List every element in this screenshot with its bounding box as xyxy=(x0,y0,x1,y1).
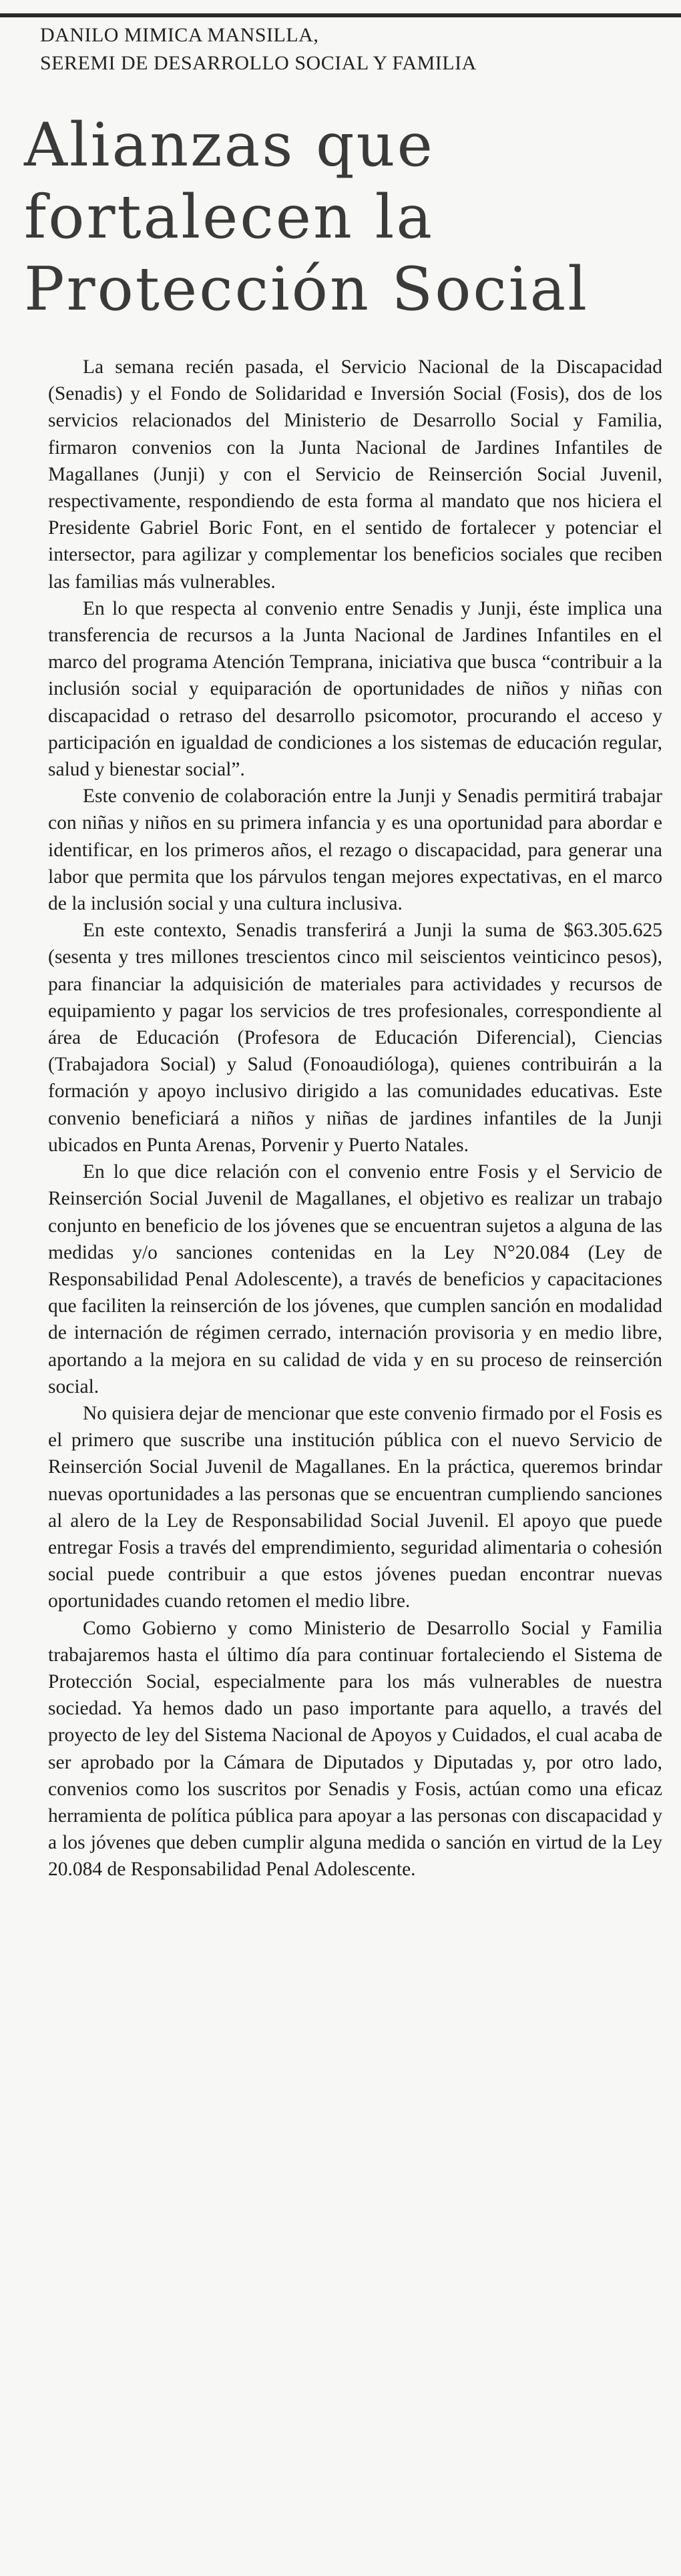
author-name: DANILO MIMICA MANSILLA, xyxy=(40,24,319,46)
paragraph: La semana recién pasada, el Servicio Nacional de la Discapacidad (Senadis) y el Fondo de Solidaridad e Inversión Social (Fosis), dos de los servicios relacionados del Ministerio de Desarrollo Social y Familia, firmaron convenios con la Junta Nacional de Jardines Infantiles de Magallanes (Junji) y con el Servicio de Reinserción Social Juvenil, respectivamente, respondiendo de esta forma al mandato que nos hiciera el Presidente Gabriel Boric Font, en el sentido de fortalecer y potenciar el intersector, para agilizar y complementar los beneficios sociales que reciben las familias más vulnerables. xyxy=(48,356,662,593)
headline-line-3: Protección Social xyxy=(24,254,590,324)
paragraph: No quisiera dejar de mencionar que este convenio firmado por el Fosis es el primero que suscribe una institución pública con el nuevo Servicio de Reinserción Social Juvenil de Magallanes. En la práctica, queremos brindar nuevas oportunidades a las personas que se encuentran cumpliendo sanciones al alero de la Ley de Responsabilidad Social Juvenil. El apoyo que puede entregar Fosis a través del emprendimiento, seguridad alimentaria o cohesión social puede contribuir a que estos jóvenes puedan encontrar nuevas oportunidades cuando retomen el medio libre. xyxy=(48,1402,662,1612)
paragraph: Como Gobierno y como Ministerio de Desarrollo Social y Familia trabajaremos hasta el último día para continuar fortaleciendo el Sistema de Protección Social, especialmente para los más vulnerables de nuestra sociedad. Ya hemos dado un paso importante para aquello, a través del proyecto de ley del Sistema Nacional de Apoyos y Cuidados, el cual acaba de ser aprobado por la Cámara de Diputados y Diputadas y, por otro lado, convenios como los suscritos por Senadis y Fosis, actúan como una eficaz herramienta de política pública para apoyar a las personas con discapacidad y a los jóvenes que deben cumplir alguna medida o sanción en virtud de la Ley 20.084 de Responsabilidad Penal Adolescente. xyxy=(48,1617,662,1881)
author-role: SEREMI DE DESARROLLO SOCIAL Y FAMILIA xyxy=(40,52,477,74)
headline-line-2: fortalecen la xyxy=(24,182,435,252)
paragraph: En este contexto, Senadis transferirá a Junji la suma de $63.305.625 (sesenta y tres millones trescientos cinco mil seiscientos veinticinco pesos), para financiar la adquisición de materiales para actividades y recursos de equipamiento y pagar los servicios de tres profesionales, correspondiente al área de Educación (Profesora de Educación Diferencial), Ciencias (Trabajadora Social) y Salud (Fonoaudióloga), quienes contribuirán a la formación y apoyo inclusivo dirigido a las comunidades educativas. Este convenio beneficiará a niños y niñas de jardines infantiles de la Junji ubicados en Punta Arenas, Porvenir y Puerto Natales. xyxy=(48,920,662,1156)
paragraph: Este convenio de colaboración entre la Junji y Senadis permitirá trabajar con niñas y niños en su primera infancia y es una oportunidad para abordar e identificar, en los primeros años, el rezago o discapacidad, para generar una labor que permita que los párvulos tengan mejores expectativas, en el marco de la inclusión social y una cultura inclusiva. xyxy=(48,785,662,915)
paragraph: En lo que dice relación con el convenio entre Fosis y el Servicio de Reinserción Social Juvenil de Magallanes, el objetivo es realizar un trabajo conjunto en beneficio de los jóvenes que se encuentran sujetos a alguna de las medidas y/o sanciones contenidas en la Ley N°20.084 (Ley de Responsabilidad Penal Adolescente), a través de beneficios y capacitaciones que faciliten la reinserción de los jóvenes, que cumplen sanción en modalidad de internación de régimen cerrado, internación provisoria y en medio libre, aportando a la mejora en su calidad de vida y en su proceso de reinserción social. xyxy=(48,1161,662,1397)
paragraph: En lo que respecta al convenio entre Senadis y Junji, éste implica una transferencia de recursos a la Junta Nacional de Jardines Infantiles en el marco del programa Atención Temprana, iniciativa que busca “contribuir a la inclusión social y equiparación de oportunidades de niños y niñas con discapacidad o retraso del desarrollo psicomotor, procurando el acceso y participación en igualdad de condiciones a los sistemas de educación regular, salud y bienestar social”. xyxy=(48,597,662,781)
article-body xyxy=(48,354,662,1883)
top-rule xyxy=(0,13,681,17)
headline xyxy=(24,109,665,326)
headline-line-1: Alianzas que xyxy=(24,110,435,180)
author-byline xyxy=(40,21,477,77)
